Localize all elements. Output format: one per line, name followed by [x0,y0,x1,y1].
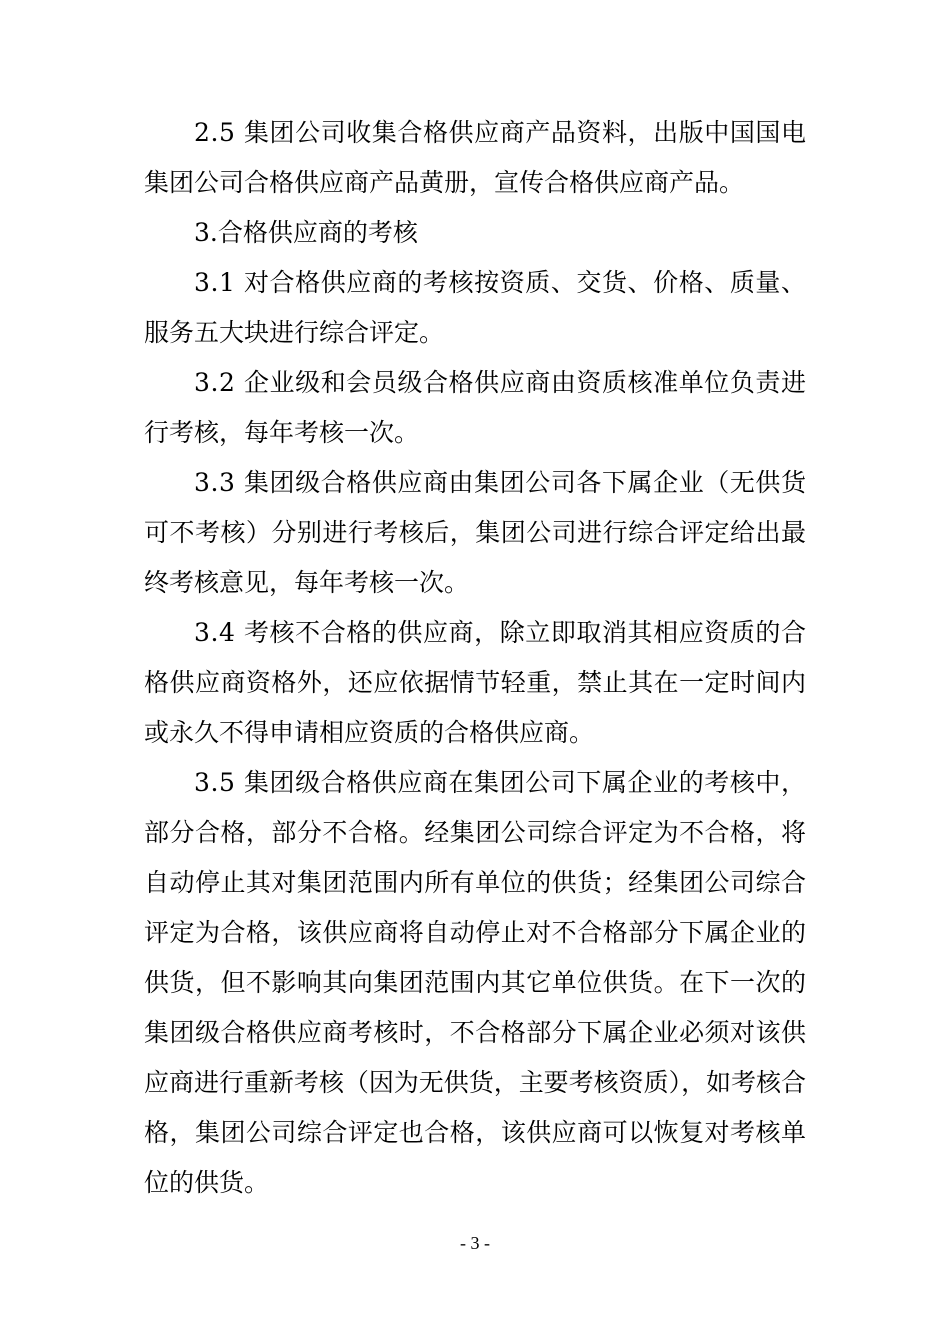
paragraph-line [0,908,950,958]
line-text: 集团公司合格供应商产品黄册，宣传合格供应商产品。 [144,168,745,197]
paragraph-line [0,608,950,658]
line-text: 3.1 对合格供应商的考核按资质、交货、价格、质量、 [194,268,807,297]
line-text: 3.4 考核不合格的供应商，除立即取消其相应资质的合 [194,618,807,647]
paragraph-line [0,658,950,708]
paragraph-line [0,358,950,408]
paragraph-line [0,1158,950,1208]
line-text: 可不考核）分别进行考核后，集团公司进行综合评定给出最 [144,518,807,547]
line-text: 3.5 集团级合格供应商在集团公司下属企业的考核中， [194,768,807,797]
line-text: 自动停止其对集团范围内所有单位的供货；经集团公司综合 [144,868,807,897]
line-text: 或永久不得申请相应资质的合格供应商。 [144,718,595,747]
line-text: 格，集团公司综合评定也合格，该供应商可以恢复对考核单 [144,1118,807,1147]
line-text: 服务五大块进行综合评定。 [144,318,445,347]
line-text: 行考核，每年考核一次。 [144,418,420,447]
line-text: 终考核意见，每年考核一次。 [144,568,470,597]
line-text: 应商进行重新考核（因为无供货，主要考核资质），如考核合 [144,1068,806,1097]
line-text: 3.合格供应商的考核 [194,218,418,247]
page-number: - 3 - [460,1233,490,1253]
paragraph-line [0,508,950,558]
paragraph-line [0,458,950,508]
paragraph-line [0,558,950,608]
paragraph-line [0,958,950,1008]
paragraph-line [0,708,950,758]
paragraph-line [0,1058,950,1108]
paragraph-line [0,258,950,308]
paragraph-line [0,158,950,208]
paragraph-line [0,808,950,858]
section-heading [0,208,950,258]
line-text: 格供应商资格外，还应依据情节轻重，禁止其在一定时间内 [144,668,807,697]
line-text: 供货，但不影响其向集团范围内其它单位供货。在下一次的 [144,968,807,997]
paragraph-line [0,308,950,358]
line-text: 位的供货。 [144,1168,270,1197]
line-text: 2.5 集团公司收集合格供应商产品资料，出版中国国电 [194,118,807,147]
line-text: 3.2 企业级和会员级合格供应商由资质核准单位负责进 [194,368,807,397]
line-text: 部分合格，部分不合格。经集团公司综合评定为不合格，将 [144,818,807,847]
paragraph-line [0,758,950,808]
paragraph-line [0,408,950,458]
line-text: 3.3 集团级合格供应商由集团公司各下属企业（无供货 [194,468,807,497]
paragraph-line [0,1008,950,1058]
paragraph-line [0,108,950,158]
line-text: 集团级合格供应商考核时，不合格部分下属企业必须对该供 [144,1018,807,1047]
paragraph-line [0,1108,950,1158]
paragraph-line [0,858,950,908]
line-text: 评定为合格，该供应商将自动停止对不合格部分下属企业的 [144,918,807,947]
